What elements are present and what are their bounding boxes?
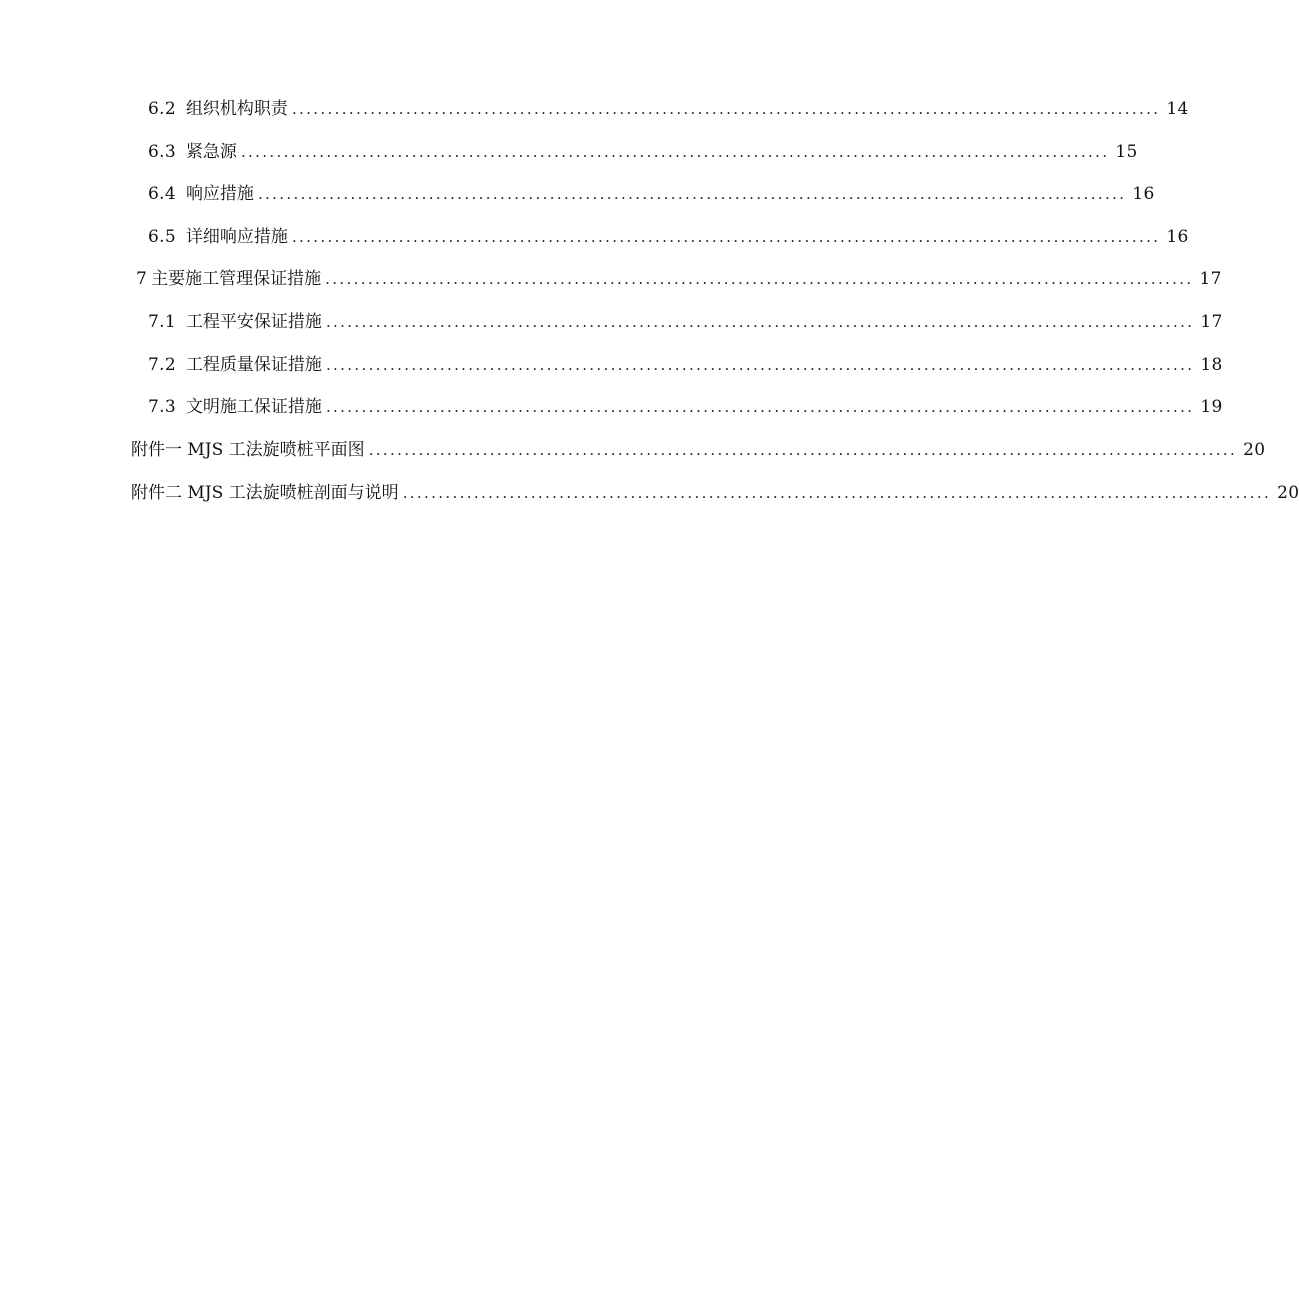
toc-entry-6-2[interactable] (0, 96, 1189, 122)
toc-entry-number: 7.1 (148, 312, 176, 332)
toc-entry-title: 附件一 MJS 工法旋喷桩平面图 (131, 440, 365, 460)
toc-entry-title: 工程平安保证措施 (185, 312, 322, 332)
toc-entry-number: 6.5 (148, 227, 176, 247)
toc-entry-number: 7.2 (148, 355, 176, 375)
toc-entry-number: 6.3 (148, 142, 176, 162)
toc-dot-leader: .......................................................................................................................... (291, 228, 1161, 246)
toc-entry-page: 16 (1166, 227, 1189, 247)
toc-entry-appendix-2[interactable] (0, 480, 1299, 506)
toc-entry-page: 20 (1243, 440, 1266, 460)
toc-dot-leader: .......................................................................................................................... (402, 484, 1272, 502)
toc-dot-leader: .......................................................................................................................... (291, 100, 1161, 118)
toc-entry-title: 紧急源 (185, 142, 237, 162)
toc-entry-page: 20 (1277, 483, 1299, 503)
toc-entry-7-3[interactable] (0, 394, 1223, 420)
toc-entry-page: 14 (1166, 99, 1189, 119)
toc-dot-leader: .......................................................................................................................... (325, 313, 1195, 331)
toc-entry-page: 19 (1200, 397, 1223, 417)
toc-entry-7[interactable] (0, 266, 1222, 292)
toc-entry-6-3[interactable] (0, 139, 1138, 165)
toc-dot-leader: .......................................................................................................................... (368, 441, 1238, 459)
toc-entry-appendix-1[interactable] (0, 437, 1266, 463)
toc-entry-page: 18 (1200, 355, 1223, 375)
toc-entry-page: 16 (1132, 184, 1155, 204)
toc-entry-title: 文明施工保证措施 (185, 397, 322, 417)
toc-entry-number: 7.3 (148, 397, 176, 417)
toc-entry-page: 15 (1115, 142, 1138, 162)
toc-dot-leader: .......................................................................................................................... (325, 270, 1194, 288)
toc-entry-7-1[interactable] (0, 309, 1223, 335)
toc-dot-leader: .......................................................................................................................... (325, 356, 1195, 374)
toc-entry-6-5[interactable] (0, 224, 1189, 250)
toc-entry-title: 组织机构职责 (185, 99, 288, 119)
toc-entry-6-4[interactable] (0, 181, 1155, 207)
toc-entry-title: 附件二 MJS 工法旋喷桩剖面与说明 (131, 483, 399, 503)
toc-entry-title: 响应措施 (185, 184, 254, 204)
toc-entry-title: 主要施工管理保证措施 (151, 269, 322, 289)
toc-dot-leader: .......................................................................................................................... (325, 398, 1195, 416)
toc-entry-title: 工程质量保证措施 (185, 355, 322, 375)
toc-entry-number: 7 (136, 269, 148, 289)
toc-entry-page: 17 (1200, 312, 1223, 332)
toc-entry-page: 17 (1199, 269, 1222, 289)
toc-entry-7-2[interactable] (0, 352, 1223, 378)
toc-entry-number: 6.2 (148, 99, 176, 119)
toc-entry-title: 详细响应措施 (185, 227, 288, 247)
toc-dot-leader: .......................................................................................................................... (257, 185, 1127, 203)
toc-dot-leader: .......................................................................................................................... (240, 143, 1110, 161)
toc-entry-number: 6.4 (148, 184, 176, 204)
